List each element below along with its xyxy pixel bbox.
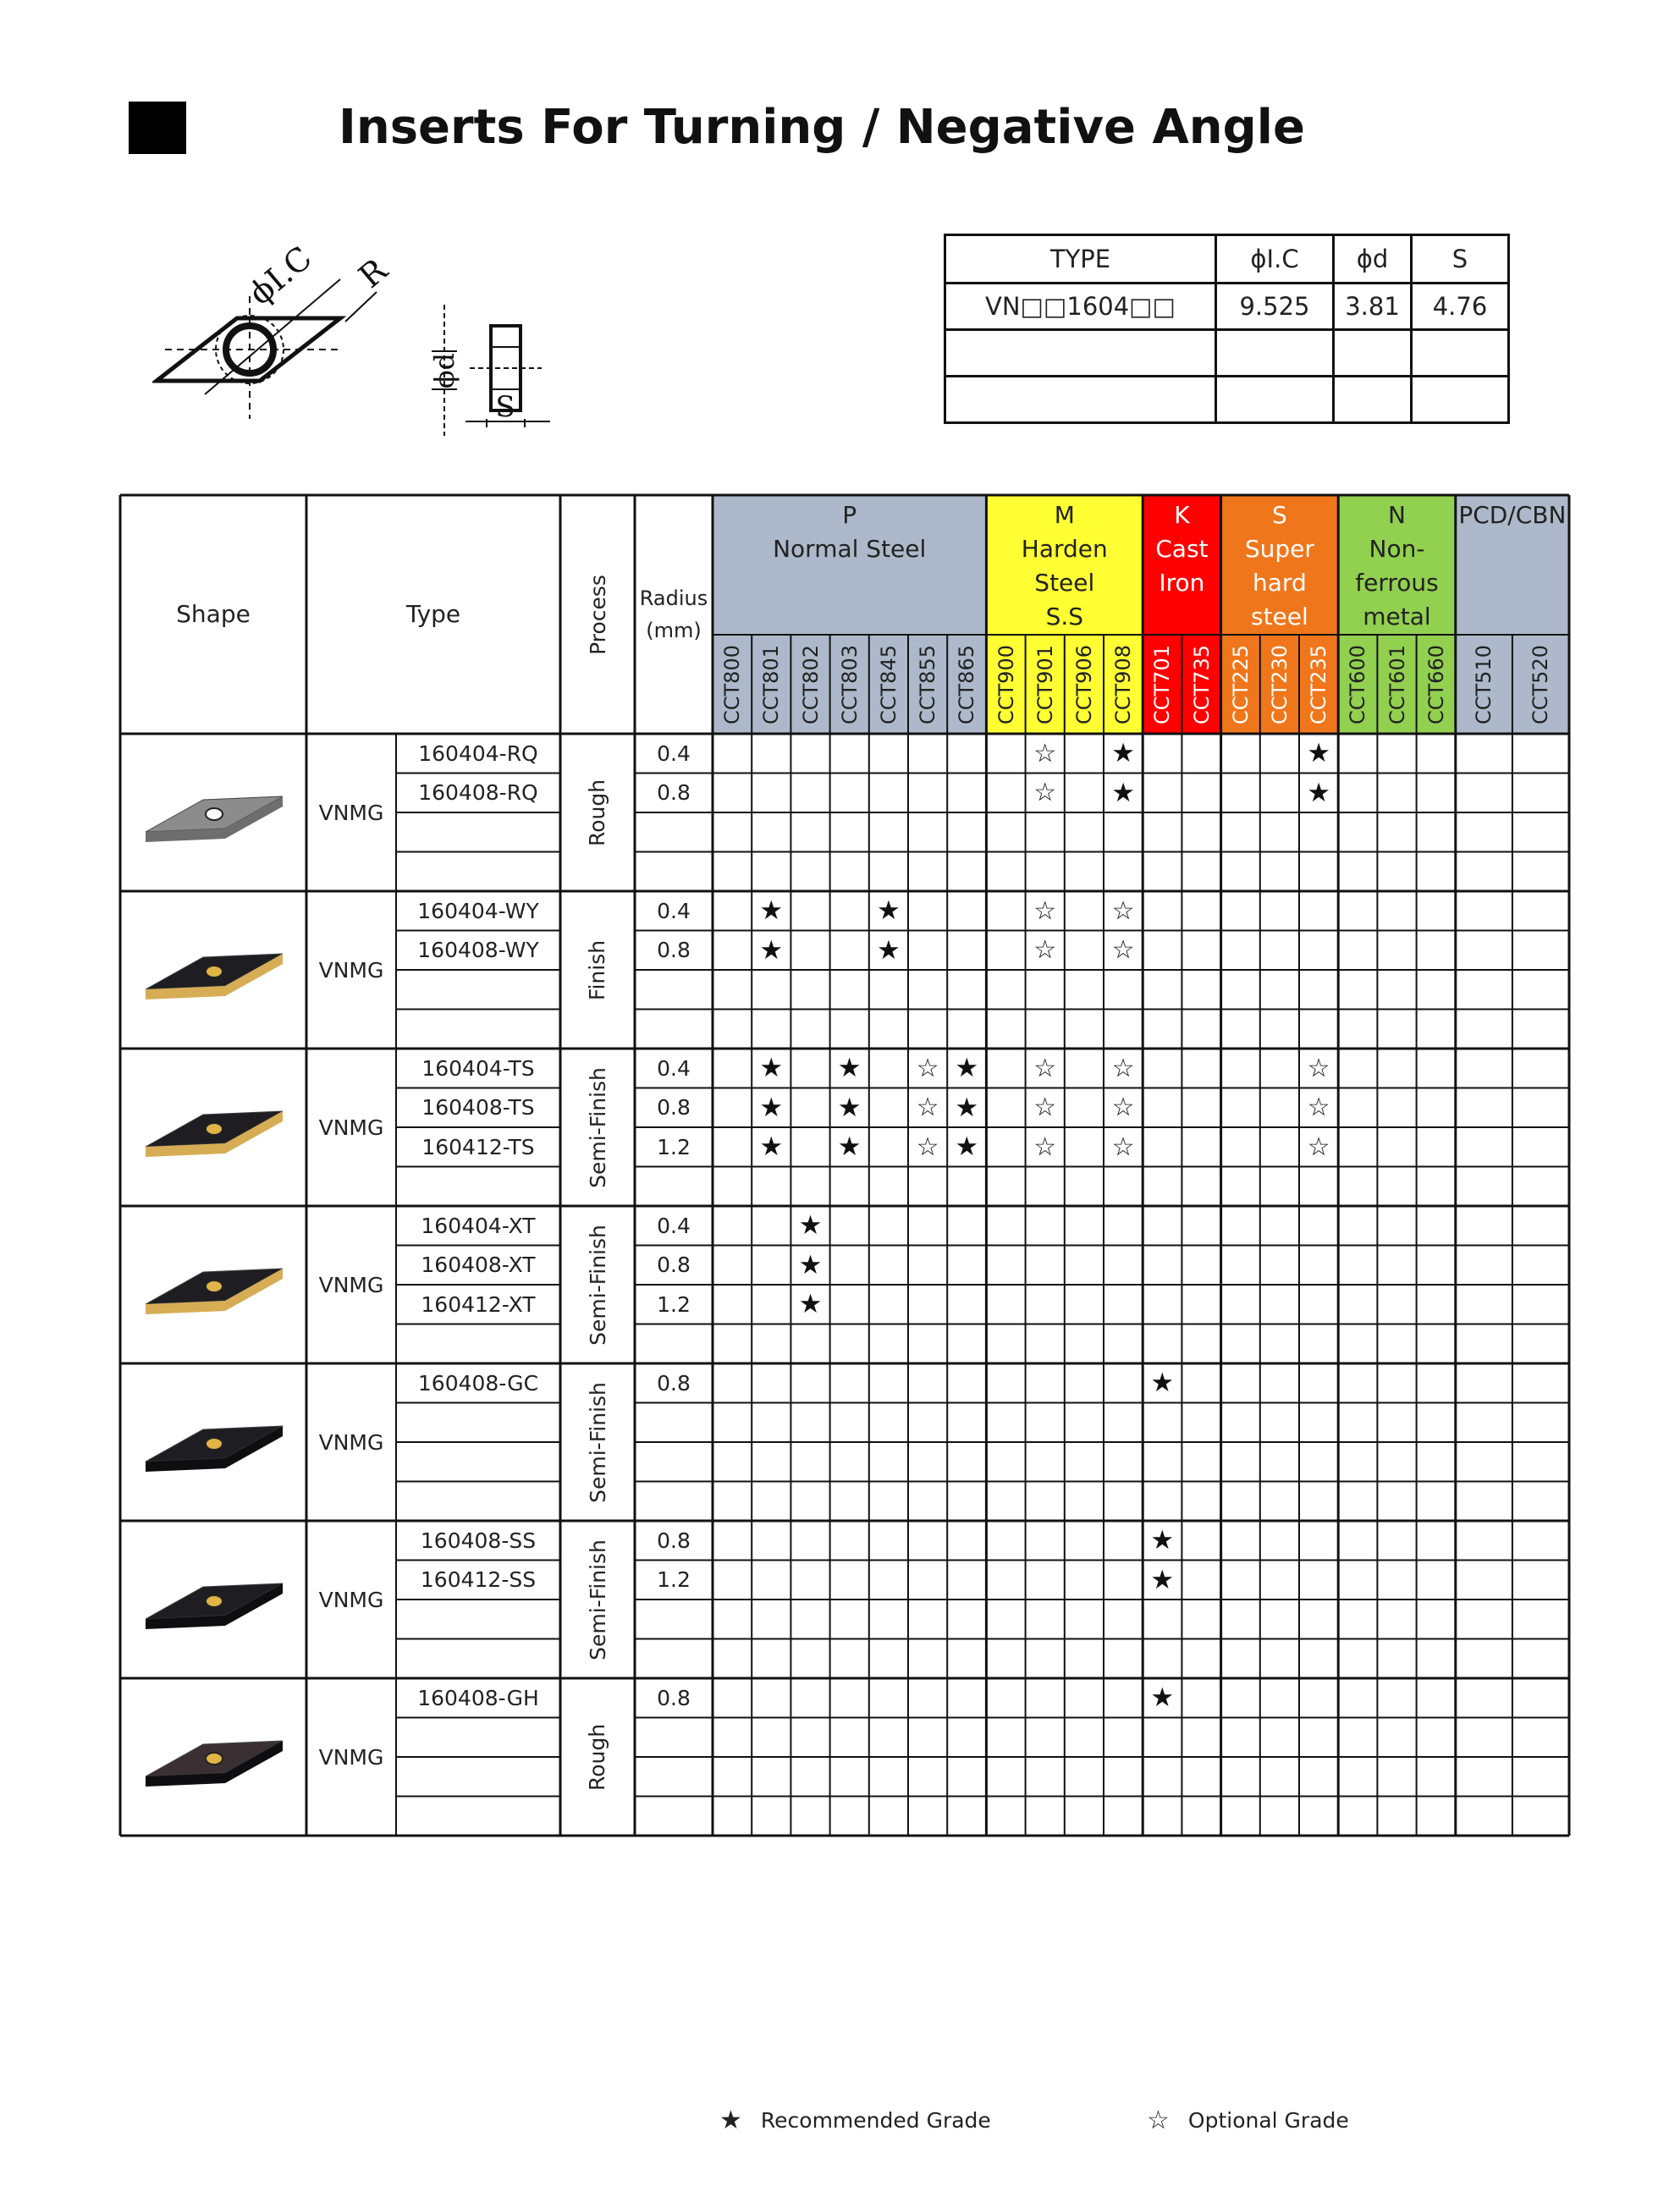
insert-code: 160404-TS [421, 1055, 535, 1081]
outline-star-icon: ☆ [1033, 778, 1057, 808]
group-header-text: Non- [1369, 535, 1425, 563]
radius-value: 1.2 [657, 1291, 691, 1317]
page-title: Inserts For Turning / Negative Angle [339, 100, 1305, 155]
filled-star-icon: ★ [798, 1249, 823, 1280]
group-header-text: Steel [1034, 569, 1095, 597]
process-header: Process [585, 574, 610, 655]
group-header-text: P [842, 501, 857, 529]
outline-star-icon: ☆ [1307, 1132, 1330, 1162]
grade-label-cct865: CCT865 [955, 644, 979, 724]
insert-type: VNMG [318, 800, 384, 825]
outline-star-icon: ☆ [916, 1093, 939, 1123]
process-label: Semi-Finish [585, 1381, 610, 1503]
grade-label-cct906: CCT906 [1071, 644, 1096, 724]
insert-geometry-diagram [152, 229, 559, 449]
spec-header-ic: ϕI.C [1216, 235, 1334, 284]
radius-value: 1.2 [657, 1134, 691, 1159]
radius-value: 0.4 [657, 898, 691, 923]
grade-label-cct600: CCT600 [1346, 644, 1370, 724]
legend-optional-label: Optional Grade [1187, 2108, 1349, 2133]
grade-label-cct225: CCT225 [1228, 644, 1253, 724]
insert-code: 160412-XT [421, 1291, 536, 1317]
r-label: R [351, 251, 394, 295]
filled-star-icon: ★ [798, 1210, 823, 1242]
spec-table [944, 234, 1510, 424]
grade-label-cct230: CCT230 [1267, 644, 1292, 724]
filled-star-icon: ★ [1307, 777, 1330, 808]
filled-star-icon: ★ [1150, 1682, 1175, 1714]
group-header-text: Normal Steel [773, 535, 927, 563]
spec-cell [945, 377, 1216, 423]
radius-value: 0.8 [657, 1370, 691, 1396]
spec-cell [1334, 377, 1412, 423]
insert-type: VNMG [318, 1744, 384, 1770]
insert-type: VNMG [318, 957, 384, 983]
section-marker [129, 102, 186, 154]
grade-label-cct908: CCT908 [1111, 644, 1136, 724]
spec-cell [1334, 330, 1412, 377]
shape-header: Shape [176, 600, 251, 628]
grade-label-cct235: CCT235 [1307, 644, 1331, 724]
insert-type: VNMG [318, 1115, 384, 1140]
insert-image [129, 1396, 298, 1489]
grade-label-cct802: CCT802 [798, 644, 823, 724]
radius-header-line2: (mm) [646, 619, 702, 642]
process-label: Finish [585, 939, 610, 1000]
insert-code: 160408-WY [417, 938, 539, 963]
insert-code: 160404-XT [421, 1213, 536, 1238]
spec-row [945, 284, 1509, 330]
outline-star-icon: ☆ [1147, 2106, 1170, 2135]
grade-label-cct801: CCT801 [759, 644, 784, 724]
group-header-text: Super [1244, 535, 1314, 563]
spec-cell: 4.76 [1412, 284, 1509, 330]
spec-row [945, 377, 1509, 423]
spec-header-type: TYPE [945, 235, 1216, 284]
filled-star-icon: ★ [876, 934, 901, 966]
insert-code: 160408-TS [421, 1095, 535, 1121]
insert-type: VNMG [318, 1272, 384, 1297]
outline-star-icon: ☆ [1111, 895, 1135, 926]
outline-star-icon: ☆ [1307, 1053, 1330, 1083]
spec-header-row [945, 235, 1509, 284]
insert-image [129, 1710, 298, 1803]
spec-cell: 3.81 [1334, 284, 1412, 330]
filled-star-icon: ★ [759, 1132, 784, 1163]
type-header: Type [405, 600, 461, 628]
grade-label-cct520: CCT520 [1529, 644, 1553, 724]
radius-value: 0.4 [657, 1213, 691, 1238]
insert-code: 160408-XT [421, 1253, 536, 1278]
legend-recommended-label: Recommended Grade [760, 2108, 991, 2133]
spec-cell [1216, 330, 1334, 377]
filled-star-icon: ★ [837, 1092, 862, 1123]
outline-star-icon: ☆ [1111, 1053, 1135, 1083]
filled-star-icon: ★ [1150, 1525, 1175, 1556]
group-header-text: steel [1250, 603, 1308, 630]
insert-code: 160408-GH [417, 1685, 539, 1710]
spec-header-d: ϕd [1334, 235, 1412, 284]
filled-star-icon: ★ [1150, 1368, 1175, 1399]
grade-label-cct601: CCT601 [1385, 644, 1409, 724]
group-header-text: N [1388, 501, 1406, 529]
spec-cell [945, 330, 1216, 377]
grade-label-cct855: CCT855 [916, 644, 940, 724]
grade-label-cct701: CCT701 [1150, 644, 1175, 724]
filled-star-icon: ★ [759, 934, 784, 966]
outline-star-icon: ☆ [916, 1132, 939, 1162]
insert-code: 160408-GC [417, 1370, 539, 1396]
filled-star-icon: ★ [876, 895, 901, 927]
process-label: Rough [585, 1723, 610, 1791]
filled-star-icon: ★ [1111, 738, 1135, 769]
insert-code: 160408-RQ [418, 780, 538, 806]
outline-star-icon: ☆ [1033, 1093, 1057, 1123]
filled-star-icon: ★ [759, 1053, 784, 1084]
radius-value: 0.8 [657, 1528, 691, 1553]
outline-star-icon: ☆ [1033, 738, 1057, 768]
grade-label-cct735: CCT735 [1189, 644, 1214, 724]
insert-type: VNMG [318, 1429, 384, 1455]
spec-header-s: S [1412, 235, 1509, 284]
process-label: Semi-Finish [585, 1224, 610, 1346]
outline-star-icon: ☆ [1033, 1053, 1057, 1083]
spec-cell: 9.525 [1216, 284, 1334, 330]
insert-code: 160408-SS [420, 1528, 537, 1553]
filled-star-icon: ★ [955, 1053, 979, 1084]
outline-star-icon: ☆ [1111, 1132, 1135, 1162]
outline-star-icon: ☆ [1033, 935, 1057, 966]
filled-star-icon: ★ [759, 895, 784, 927]
radius-value: 0.8 [657, 780, 691, 806]
group-header-text: M [1054, 501, 1075, 529]
filled-star-icon: ★ [798, 1289, 823, 1320]
legend-recommended [719, 2106, 991, 2135]
outline-star-icon: ☆ [1111, 1093, 1135, 1123]
filled-star-icon: ★ [759, 1092, 784, 1123]
grade-label-cct660: CCT660 [1424, 644, 1448, 724]
process-label: Semi-Finish [585, 1066, 610, 1188]
group-header-text: PCD/CBN [1458, 501, 1567, 529]
radius-value: 0.8 [657, 1253, 691, 1278]
radius-header-line1: Radius [639, 586, 708, 610]
filled-star-icon: ★ [1150, 1564, 1175, 1595]
insert-image [129, 766, 298, 859]
group-header-text: Cast [1155, 535, 1209, 563]
filled-star-icon: ★ [719, 2106, 742, 2135]
spec-row [945, 330, 1509, 377]
grade-label-cct803: CCT803 [837, 644, 862, 724]
filled-star-icon: ★ [1307, 738, 1330, 769]
grade-label-cct900: CCT900 [994, 644, 1018, 724]
insert-code: 160404-WY [417, 898, 539, 923]
radius-value: 1.2 [657, 1567, 691, 1593]
radius-value: 0.4 [657, 741, 691, 766]
insert-code: 160412-TS [421, 1134, 535, 1159]
spec-cell [1412, 377, 1509, 423]
outline-star-icon: ☆ [916, 1053, 939, 1083]
grade-label-cct800: CCT800 [720, 644, 745, 724]
outline-star-icon: ☆ [1033, 1132, 1057, 1162]
radius-value: 0.8 [657, 1685, 691, 1710]
insert-code: 160404-RQ [418, 741, 538, 766]
insert-image [129, 1553, 298, 1646]
insert-image [129, 923, 298, 1016]
radius-value: 0.8 [657, 938, 691, 963]
process-label: Semi-Finish [585, 1539, 610, 1660]
group-header-text: Harden [1021, 535, 1108, 563]
filled-star-icon: ★ [837, 1053, 862, 1084]
group-header-text: metal [1363, 603, 1431, 630]
insert-image [129, 1238, 298, 1331]
group-header-text: ferrous [1355, 569, 1439, 597]
grade-label-cct510: CCT510 [1472, 644, 1496, 724]
ic-label: ϕI.C [241, 239, 319, 312]
insert-image [129, 1081, 298, 1174]
spec-cell [1216, 377, 1334, 423]
radius-value: 0.4 [657, 1055, 691, 1081]
radius-value: 0.8 [657, 1095, 691, 1121]
outline-star-icon: ☆ [1111, 935, 1135, 966]
filled-star-icon: ★ [1111, 777, 1135, 808]
group-header-text: S.S [1045, 603, 1084, 630]
legend-optional [1147, 2106, 1349, 2135]
insert-code: 160412-SS [420, 1567, 537, 1593]
grade-label-cct845: CCT845 [876, 644, 901, 724]
spec-cell: VN□□1604□□ [945, 284, 1216, 330]
insert-type: VNMG [318, 1587, 384, 1612]
group-header-text: hard [1253, 569, 1307, 597]
d-label: ϕd [428, 352, 460, 389]
process-label: Rough [585, 779, 610, 846]
outline-star-icon: ☆ [1307, 1093, 1330, 1123]
grade-table-grid [120, 495, 1569, 1825]
group-header-text: S [1272, 501, 1287, 529]
group-header-text: K [1174, 501, 1190, 529]
outline-star-icon: ☆ [1033, 895, 1057, 926]
s-label: S [495, 390, 515, 424]
filled-star-icon: ★ [955, 1132, 979, 1163]
grade-label-cct901: CCT901 [1033, 644, 1057, 724]
group-header-text: Iron [1159, 569, 1205, 597]
spec-cell [1412, 330, 1509, 377]
filled-star-icon: ★ [837, 1132, 862, 1163]
filled-star-icon: ★ [955, 1092, 979, 1123]
